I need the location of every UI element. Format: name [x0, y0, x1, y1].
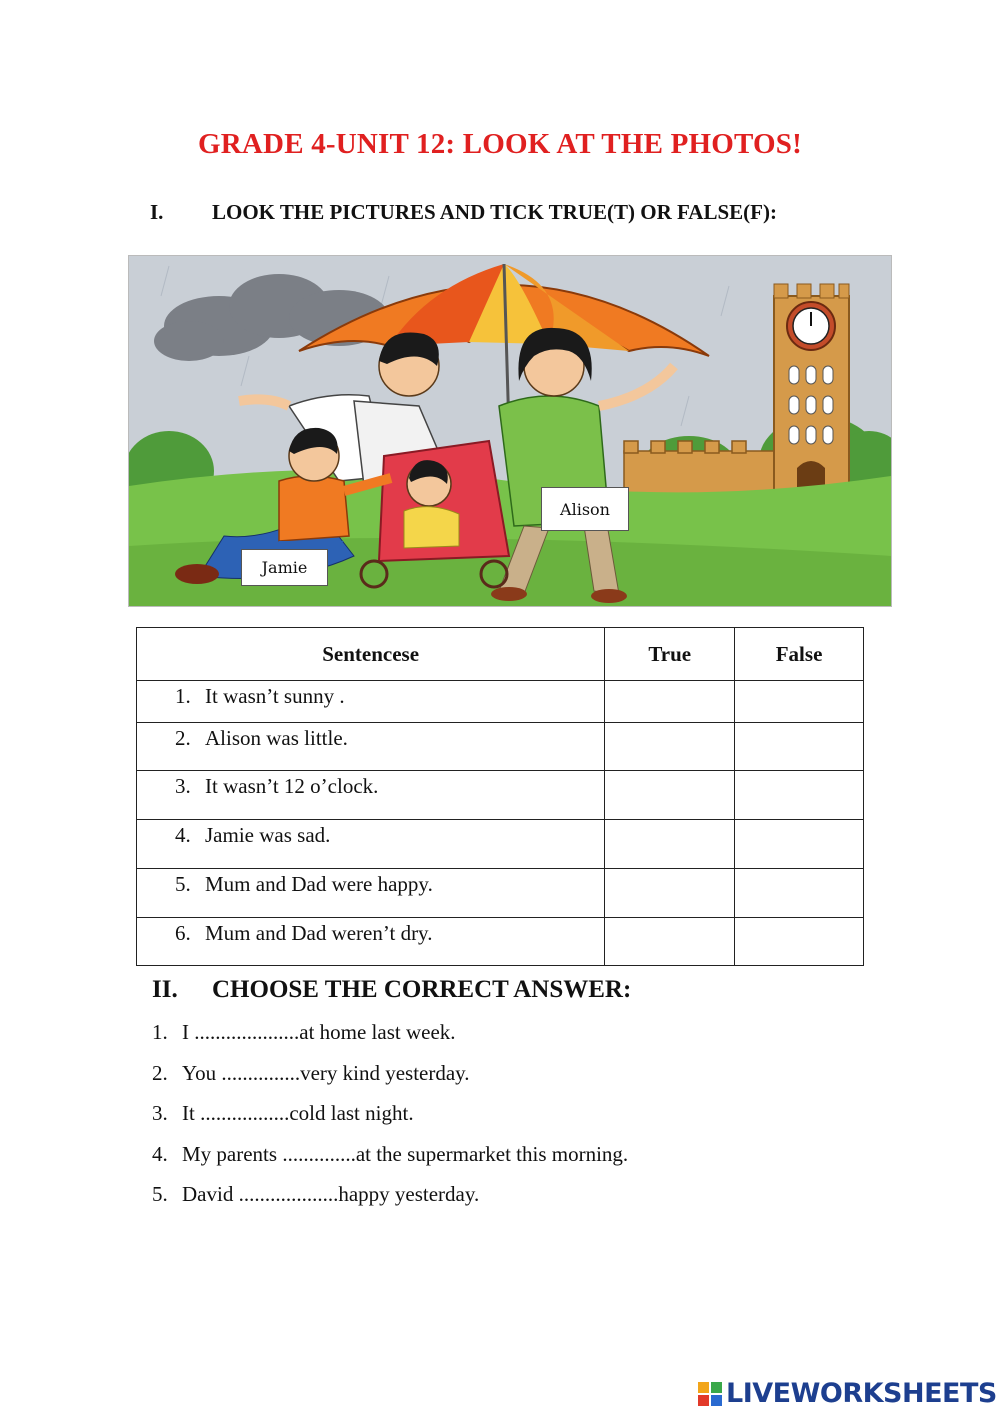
list-item[interactable]: [152, 1061, 628, 1102]
item-number: 2.: [152, 1060, 168, 1085]
list-item[interactable]: [152, 1182, 628, 1223]
sentence-cell: [137, 820, 605, 869]
item-text: It .................cold last night.: [182, 1101, 414, 1125]
true-tick-cell[interactable]: [605, 681, 735, 723]
true-false-table: [136, 627, 864, 966]
page-title: GRADE 4-UNIT 12: LOOK AT THE PHOTOS!: [198, 128, 802, 160]
false-tick-cell[interactable]: [735, 869, 864, 918]
clock-tower-shape: [774, 284, 849, 496]
row-number: 6.: [175, 921, 191, 945]
list-item[interactable]: [152, 1020, 628, 1061]
table-row: [137, 869, 864, 918]
question-list: [152, 1020, 628, 1223]
false-tick-cell[interactable]: [735, 820, 864, 869]
sentence-text: It wasn’t sunny .: [205, 684, 345, 708]
false-tick-cell[interactable]: [735, 771, 864, 820]
row-number: 3.: [175, 774, 191, 798]
true-tick-cell[interactable]: [605, 869, 735, 918]
sentence-text: Alison was little.: [205, 726, 348, 750]
brand-text: LIVEWORKSHEETS: [726, 1378, 997, 1409]
header-sentence: Sentencese: [137, 628, 605, 681]
table-row: [137, 820, 864, 869]
table-row: [137, 723, 864, 771]
list-item[interactable]: [152, 1142, 628, 1183]
true-tick-cell[interactable]: [605, 918, 735, 966]
header-true: True: [605, 628, 735, 681]
table-row: [137, 771, 864, 820]
header-false: False: [735, 628, 864, 681]
liveworksheets-icon: [698, 1382, 722, 1406]
list-item[interactable]: [152, 1101, 628, 1142]
sentence-text: Mum and Dad weren’t dry.: [205, 921, 433, 945]
item-number: 5.: [152, 1182, 168, 1206]
true-tick-cell[interactable]: [605, 771, 735, 820]
sentence-cell: [137, 771, 605, 820]
item-text: David ...................happy yesterday.: [182, 1182, 480, 1206]
liveworksheets-logo: [698, 1378, 997, 1409]
section1-heading: LOOK THE PICTURES AND TICK TRUE(T) OR FALSE(F):: [212, 200, 777, 224]
sentence-text: Jamie was sad.: [205, 823, 331, 847]
sentence-cell: [137, 918, 605, 966]
item-number: 4.: [152, 1141, 168, 1166]
row-number: 5.: [175, 872, 191, 896]
alison-label: Alison: [541, 487, 629, 531]
section1-number: I.: [150, 200, 164, 224]
sentence-cell: [137, 869, 605, 918]
item-text: I ....................at home last week.: [182, 1020, 456, 1044]
jamie-label: Jamie: [241, 549, 328, 586]
section2-number: II.: [152, 976, 178, 1003]
table-header-row: [137, 628, 864, 681]
sentence-cell: [137, 723, 605, 771]
table-row: [137, 918, 864, 966]
false-tick-cell[interactable]: [735, 918, 864, 966]
false-tick-cell[interactable]: [735, 723, 864, 771]
table-row: [137, 681, 864, 723]
sentence-cell: [137, 681, 605, 723]
row-number: 1.: [175, 684, 191, 708]
sentence-text: It wasn’t 12 o’clock.: [205, 774, 379, 798]
item-number: 1.: [152, 1020, 168, 1044]
false-tick-cell[interactable]: [735, 681, 864, 723]
true-tick-cell[interactable]: [605, 820, 735, 869]
true-tick-cell[interactable]: [605, 723, 735, 771]
row-number: 2.: [175, 726, 191, 750]
item-number: 3.: [152, 1101, 168, 1125]
section2-heading: CHOOSE THE CORRECT ANSWER:: [212, 976, 632, 1003]
sentence-text: Mum and Dad were happy.: [205, 872, 433, 896]
row-number: 4.: [175, 823, 191, 847]
item-text: My parents ..............at the supermarket this morning.: [182, 1141, 629, 1166]
family-illustration: [128, 255, 892, 607]
item-text: You ...............very kind yesterday.: [182, 1060, 470, 1085]
